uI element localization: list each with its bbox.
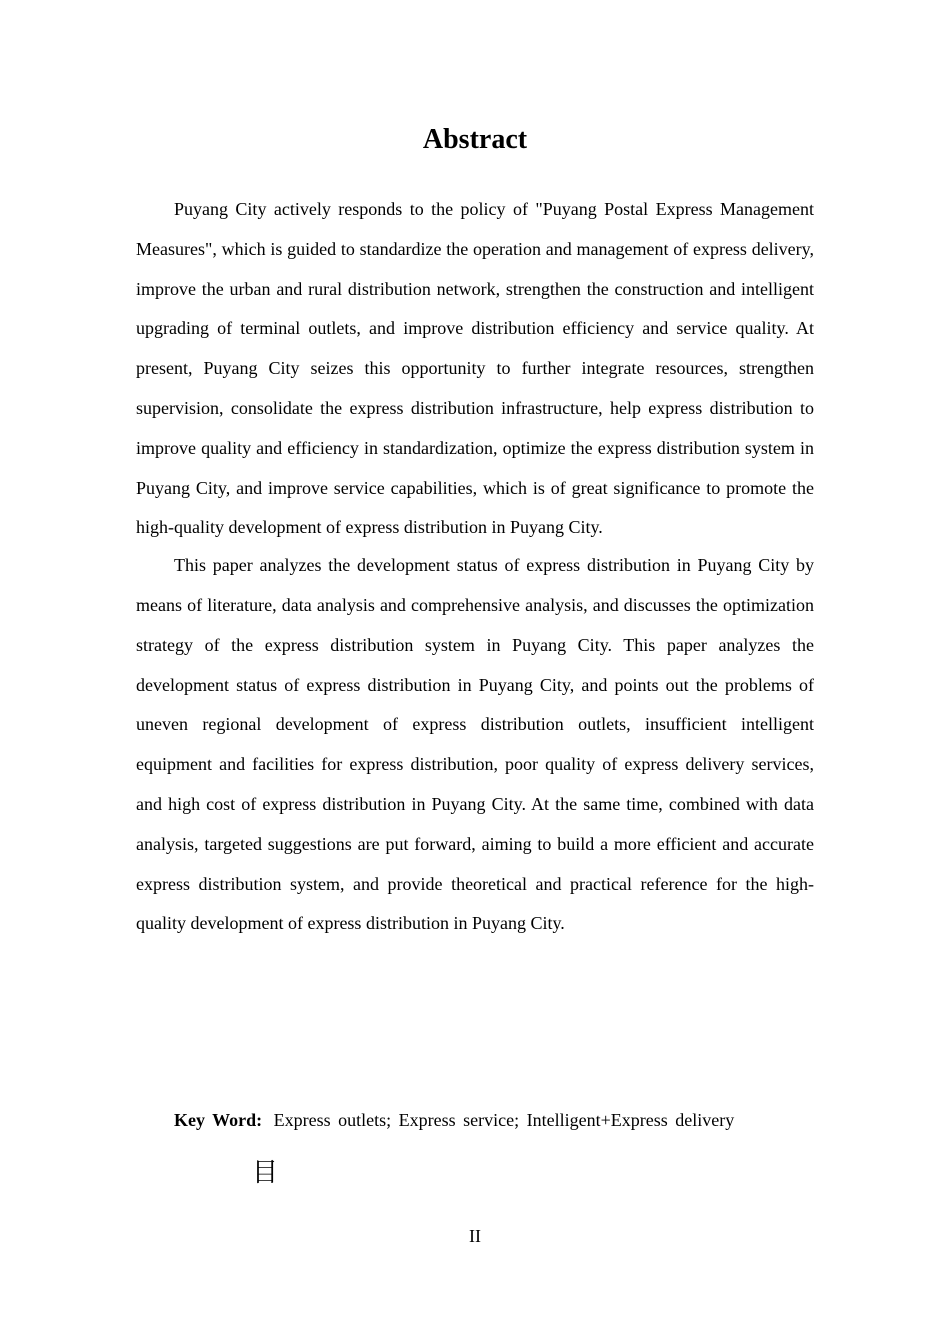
keywords-value: Express outlets; Express service; Intelligent+Express delivery [273, 1110, 735, 1130]
page-title: Abstract [422, 124, 528, 155]
page-number: II [469, 1226, 481, 1246]
toc-heading-fragment: 目 [252, 1158, 279, 1188]
abstract-paragraph-1: Puyang City actively responds to the policy of "Puyang Postal Express Management Measures", which is guided to standardize the operation and management of express delivery, improve the urban and rural distribution network, strengthen the construction and intelligent upgrading of terminal outlets, and improve distribution efficiency and service quality. At present, Puyang City seizes this opportunity to further integrate resources, strengthen supervision, consolidate the express distribution infrastructure, help express distribution to improve quality and efficiency in standardization, optimize the express distribution system in Puyang City, and improve service capabilities, which is of great significance to promote the high-quality development of express distribution in Puyang City. [136, 199, 814, 538]
keywords-label: Key Word: [174, 1110, 263, 1130]
keywords-line [174, 1102, 734, 1138]
abstract-paragraph-2: This paper analyzes the development status of express distribution in Puyang City by means of literature, data analysis and comprehensive analysis, and discusses the optimization strategy of the express distribution system in Puyang City. This paper analyzes the development status of express distribution in Puyang City, and points out the problems of uneven regional development of express distribution outlets, insufficient intelligent equipment and facilities for express distribution, poor quality of express delivery services, and high cost of express distribution in Puyang City. At the same time, combined with data analysis, targeted suggestions are put forward, aiming to build a more efficient and accurate express distribution system, and provide theoretical and practical reference for the high-quality development of express distribution in Puyang City. [136, 555, 814, 934]
abstract-body [136, 190, 814, 944]
